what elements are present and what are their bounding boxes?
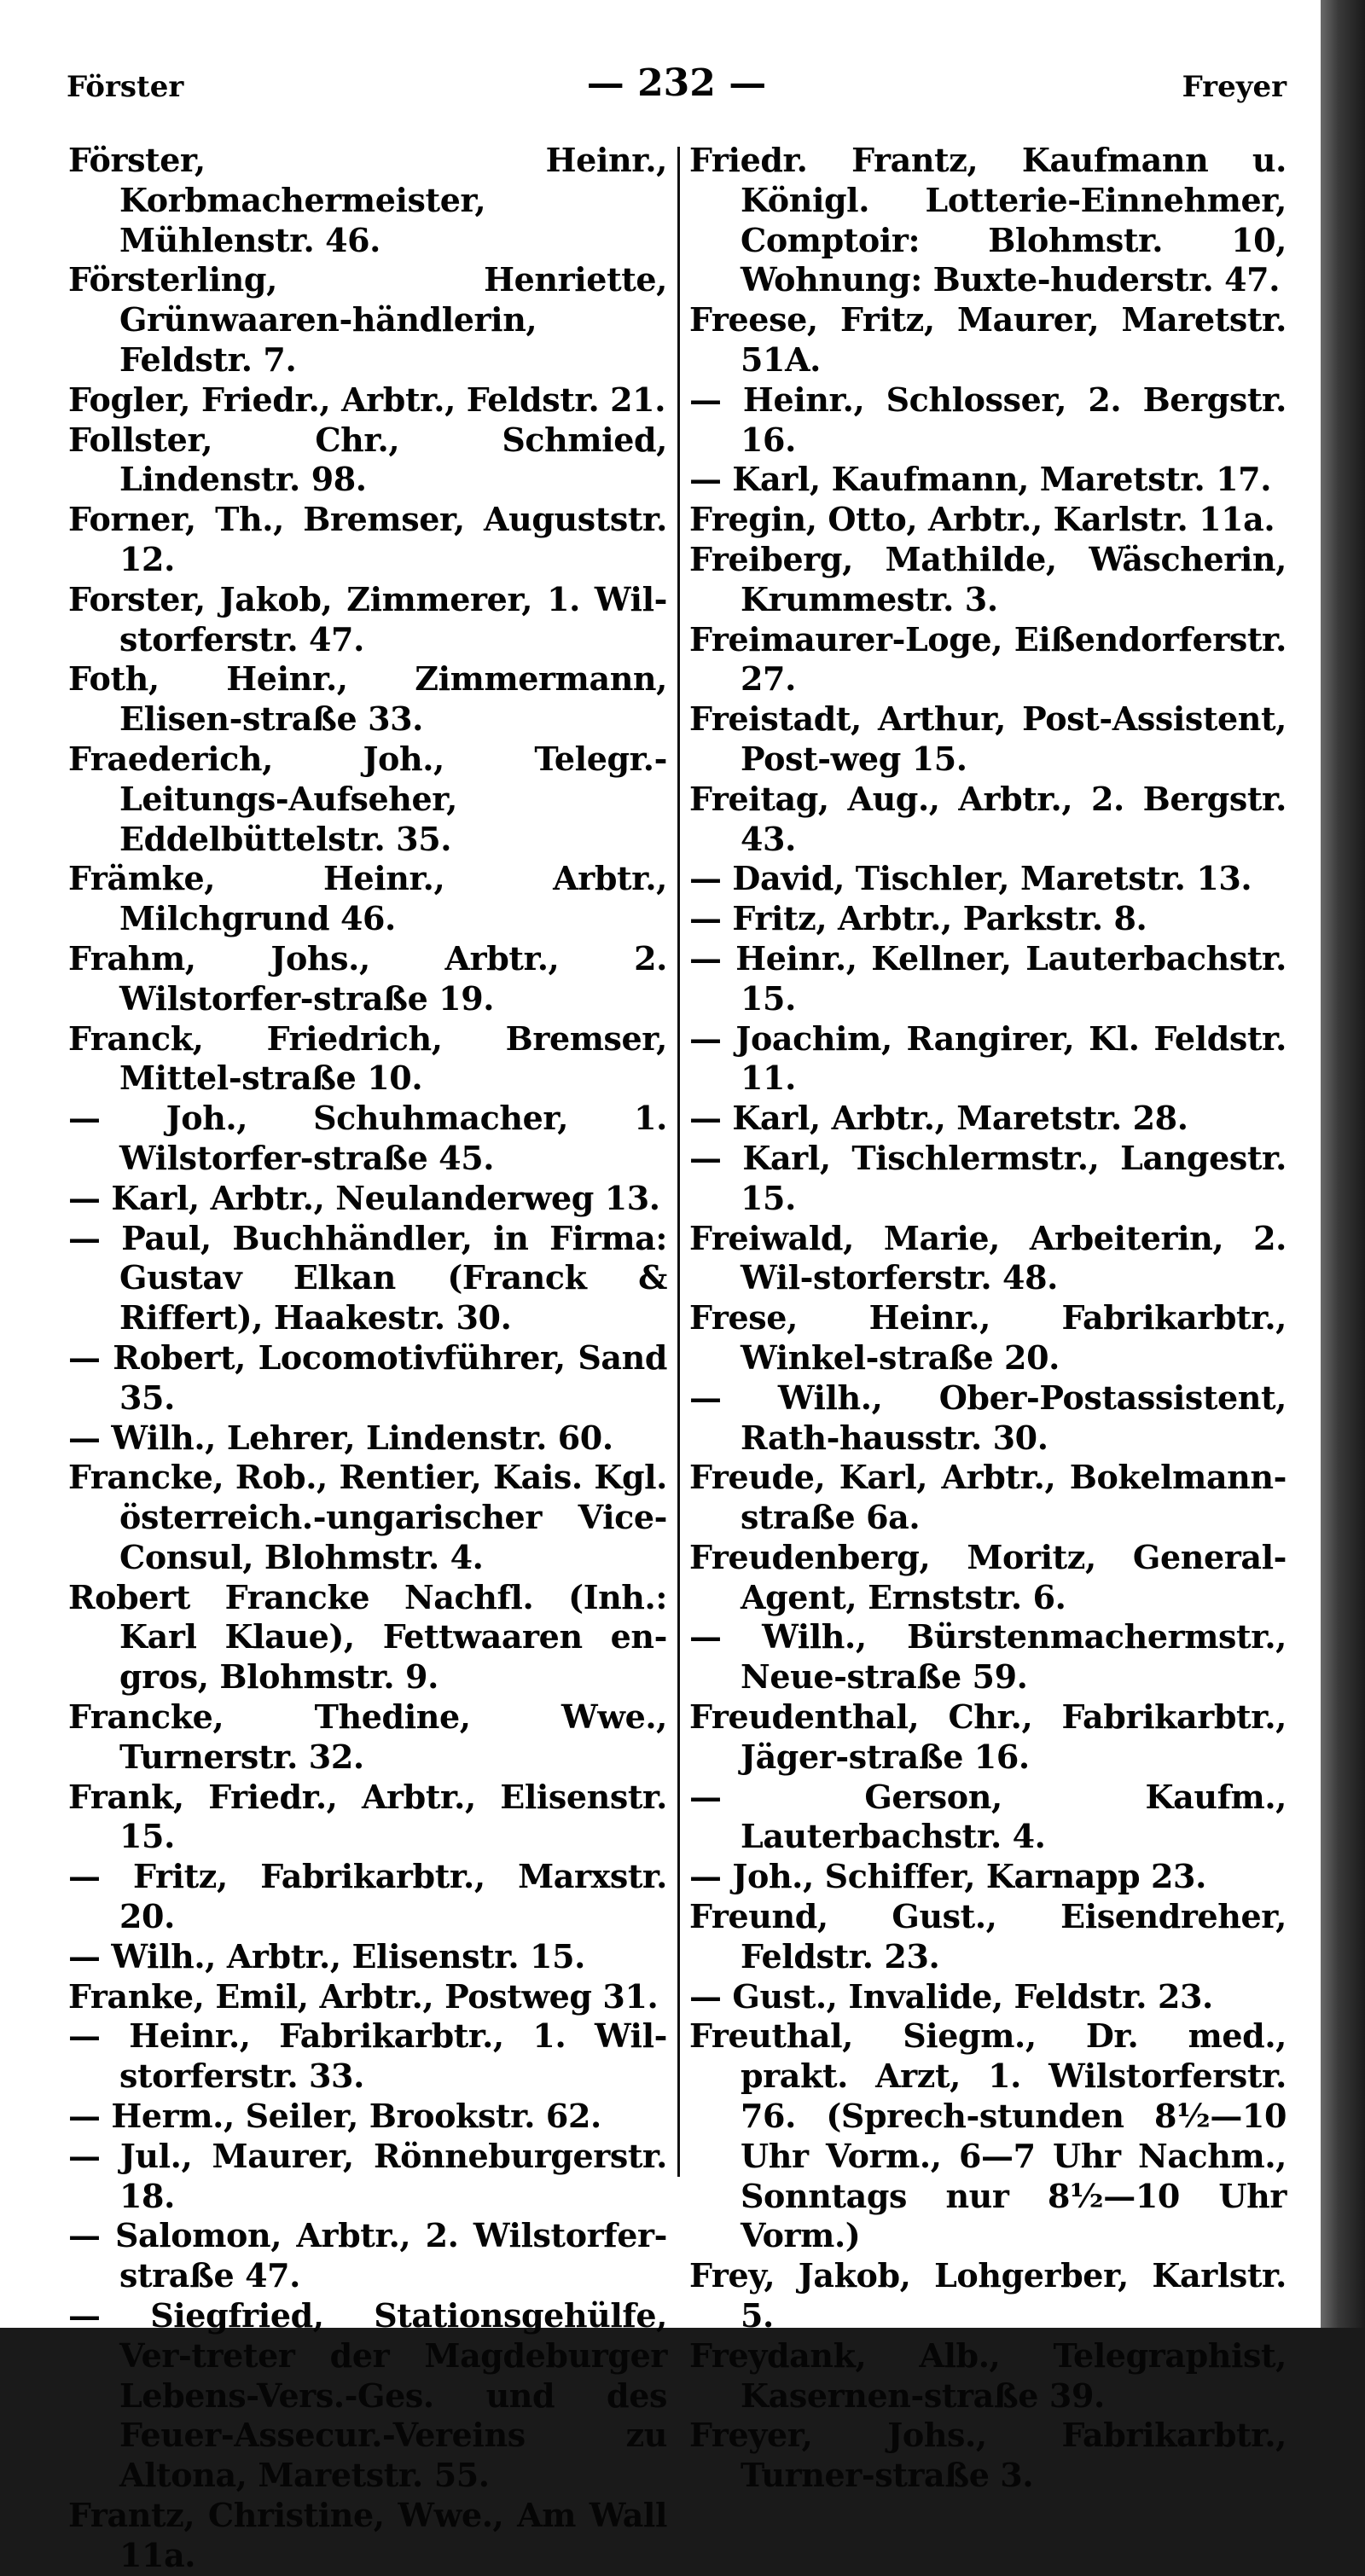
directory-entry: Frank, Friedr., Arbtr., Elisenstr. 15.	[68, 1777, 667, 1856]
directory-entry: — Fritz, Fabrikarbtr., Marxstr. 20.	[68, 1857, 667, 1936]
directory-entry: Fregin, Otto, Arbtr., Karlstr. 11a.	[689, 500, 1275, 539]
directory-entry: Freydank, Alb., Telegraphist, Kasernen-straße 39.	[689, 2335, 1287, 2415]
directory-entry: — Jul., Maurer, Rönneburgerstr. 18.	[68, 2136, 667, 2215]
directory-entry: Freund, Gust., Eisendreher, Feldstr. 23.	[689, 1897, 1287, 1976]
directory-entry: — Wilh., Lehrer, Lindenstr. 60.	[68, 1418, 613, 1457]
directory-entry: — Karl, Arbtr., Maretstr. 28.	[689, 1099, 1188, 1138]
directory-entry: — Heinr., Fabrikarbtr., 1. Wil-storferstr. 33.	[68, 2016, 667, 2096]
directory-entry: Fogler, Friedr., Arbtr., Feldstr. 21.	[68, 380, 666, 419]
directory-entry: — Wilh., Ober-Postassistent, Rath-hausstr. 30.	[689, 1378, 1287, 1457]
column-divider	[677, 147, 680, 2177]
directory-entry: Follster, Chr., Schmied, Lindenstr. 98.	[68, 420, 667, 499]
header-last-entry: Freyer	[1182, 70, 1287, 104]
directory-entry: Freyer, Johs., Fabrikarbtr., Turner-straße 3.	[689, 2416, 1287, 2495]
directory-entry: Freuthal, Siegm., Dr. med., prakt. Arzt, 1. Wilstorferstr. 76. (Sprech-stunden 8½—10 Uhr Vorm., 6—7 Uhr Nachm., Sonntags nur 8½—10 Uhr Vorm.)	[689, 2016, 1287, 2255]
directory-entry: — Wilh., Bürstenmachermstr., Neue-straße 59.	[689, 1617, 1287, 1697]
left-column	[68, 141, 667, 2576]
right-column	[689, 141, 1287, 2496]
directory-entry: Freiwald, Marie, Arbeiterin, 2. Wil-storferstr. 48.	[689, 1218, 1287, 1297]
directory-entry: Frahm, Johs., Arbtr., 2. Wilstorfer-straße 19.	[68, 938, 667, 1018]
directory-entry: — Robert, Locomotivführer, Sand 35.	[68, 1337, 667, 1417]
directory-entry: — Salomon, Arbtr., 2. Wilstorfer-straße 47.	[68, 2216, 667, 2295]
directory-entry: — Heinr., Schlosser, 2. Bergstr. 16.	[689, 380, 1287, 459]
directory-entry: — Joachim, Rangirer, Kl. Feldstr. 11.	[689, 1018, 1287, 1098]
directory-entry: — Siegfried, Stationsgehülfe, Ver-treter der Magdeburger Lebens-Vers.-Ges. und des Feuer-Assecur.-Vereins zu Altona, Maretstr. 55.	[68, 2296, 667, 2495]
directory-entry: — Herm., Seiler, Brookstr. 62.	[68, 2097, 601, 2136]
directory-entry: — Paul, Buchhändler, in Firma: Gustav Elkan (Franck & Riffert), Haakestr. 30.	[68, 1218, 667, 1337]
directory-entry: Friedr. Frantz, Kaufmann u. Königl. Lotterie-Einnehmer, Comptoir: Blohmstr. 10, Wohnung: Buxte-huderstr. 47.	[689, 141, 1287, 299]
directory-entry: Freistadt, Arthur, Post-Assistent, Post-weg 15.	[689, 699, 1287, 778]
directory-entry: Freiberg, Mathilde, Wäscherin, Krummestr. 3.	[689, 539, 1287, 618]
directory-entry: Francke, Thedine, Wwe., Turnerstr. 32.	[68, 1697, 667, 1776]
header-first-entry: Förster	[67, 70, 184, 104]
directory-entry: — Joh., Schiffer, Karnapp 23.	[689, 1857, 1206, 1896]
directory-entry: Foth, Heinr., Zimmermann, Elisen-straße 33.	[68, 659, 667, 739]
page-number: — 232 —	[586, 61, 767, 105]
directory-entry: — Gust., Invalide, Feldstr. 23.	[689, 1976, 1213, 2016]
directory-entry: Forner, Th., Bremser, Auguststr. 12.	[68, 500, 667, 578]
directory-entry: Frey, Jakob, Lohgerber, Karlstr. 5.	[689, 2256, 1287, 2335]
directory-entry: — Karl, Tischlermstr., Langestr. 15.	[689, 1138, 1287, 1217]
page-edge	[1321, 0, 1365, 2328]
directory-entry: Freese, Fritz, Maurer, Maretstr. 51A.	[689, 300, 1287, 379]
directory-entry: Francke, Rob., Rentier, Kais. Kgl. österreich.-ungarischer Vice-Consul, Blohmstr. 4.	[68, 1458, 667, 1576]
page-header	[67, 61, 1287, 113]
directory-entry: — Joh., Schuhmacher, 1. Wilstorfer-straße 45.	[68, 1099, 667, 1177]
directory-entry: Främke, Heinr., Arbtr., Milchgrund 46.	[68, 859, 667, 938]
directory-entry: Franck, Friedrich, Bremser, Mittel-straße 10.	[68, 1018, 667, 1098]
directory-entry: Freudenthal, Chr., Fabrikarbtr., Jäger-straße 16.	[689, 1697, 1287, 1776]
directory-entry: Franke, Emil, Arbtr., Postweg 31.	[68, 1976, 659, 2016]
directory-entry: Forster, Jakob, Zimmerer, 1. Wil-storferstr. 47.	[68, 579, 667, 659]
directory-entry: Freude, Karl, Arbtr., Bokelmann-straße 6a.	[689, 1458, 1287, 1537]
directory-entry: Frantz, Christine, Wwe., Am Wall 11a.	[68, 2496, 667, 2574]
directory-entry: Fraederich, Joh., Telegr.-Leitungs-Aufseher, Eddelbüttelstr. 35.	[68, 739, 667, 858]
directory-entry: Freudenberg, Moritz, General-Agent, Ernststr. 6.	[689, 1537, 1287, 1616]
directory-entry: Frese, Heinr., Fabrikarbtr., Winkel-straße 20.	[689, 1298, 1287, 1377]
directory-entry: Förster, Heinr., Korbmachermeister, Mühlenstr. 46.	[68, 141, 667, 259]
directory-entry: Robert Francke Nachfl. (Inh.: Karl Klaue), Fettwaaren en-gros, Blohmstr. 9.	[68, 1577, 667, 1697]
directory-entry: — Fritz, Arbtr., Parkstr. 8.	[689, 899, 1147, 938]
directory-entry: — Gerson, Kaufm., Lauterbachstr. 4.	[689, 1777, 1287, 1856]
directory-entry: — Heinr., Kellner, Lauterbachstr. 15.	[689, 938, 1287, 1018]
directory-entry: Freimaurer-Loge, Eißendorferstr. 27.	[689, 619, 1287, 699]
directory-entry: — Karl, Kaufmann, Maretstr. 17.	[689, 460, 1272, 499]
directory-entry: — David, Tischler, Maretstr. 13.	[689, 859, 1252, 898]
directory-entry: Freitag, Aug., Arbtr., 2. Bergstr. 43.	[689, 779, 1287, 858]
directory-entry: Försterling, Henriette, Grünwaaren-händlerin, Feldstr. 7.	[68, 260, 667, 379]
directory-entry: — Wilh., Arbtr., Elisenstr. 15.	[68, 1936, 585, 1976]
directory-entry: — Karl, Arbtr., Neulanderweg 13.	[68, 1178, 660, 1217]
